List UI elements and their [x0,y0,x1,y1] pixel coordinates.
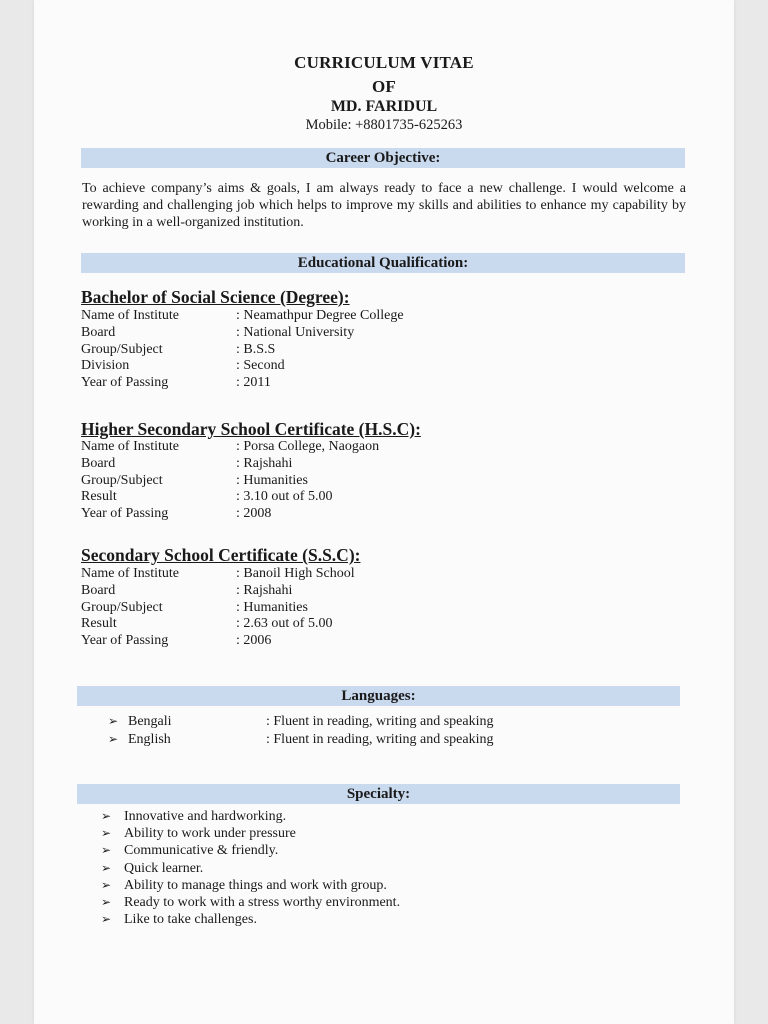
detail-value: : Rajshahi [236,582,293,598]
detail-label: Year of Passing [81,633,169,649]
specialty-text: Like to take challenges. [124,912,257,928]
arrow-bullet-icon: ➢ [101,843,112,858]
detail-row [81,439,379,456]
detail-label: Result [81,489,117,505]
detail-row [81,489,379,506]
career-objective-text: To achieve company’s aims & goals, I am always ready to face a new challenge. I would welcome a rewarding and challenging job which helps to improve my skills and abilities to enhance my capability by working in a well-organized institution. [82,181,686,230]
detail-value: : Rajshahi [236,455,293,471]
specialty-text: Innovative and hardworking. [124,809,287,824]
detail-value: : Humanities [236,472,308,488]
detail-row [81,506,379,523]
detail-value: : National University [236,324,355,340]
list-item [101,860,400,877]
languages-heading: Languages: [77,686,680,706]
list-item [101,842,400,859]
list-item [101,894,400,911]
detail-value: : B.S.S [236,341,276,357]
detail-row [81,633,355,650]
degree-details [81,566,355,650]
detail-row [81,308,404,325]
specialty-heading: Specialty: [77,784,680,804]
degree-title: Higher Secondary School Certificate (H.S.C): [81,419,421,439]
arrow-bullet-icon: ➢ [101,809,112,823]
detail-row [81,473,379,490]
detail-row [81,600,355,617]
education-heading: Educational Qualification: [81,253,685,273]
degree-details [81,308,404,392]
detail-value: : 2.63 out of 5.00 [236,616,333,632]
languages-list [108,712,493,748]
detail-label: Year of Passing [81,375,169,391]
detail-label: Result [81,616,117,632]
arrow-bullet-icon: ➢ [108,732,119,746]
detail-row [81,566,355,583]
arrow-bullet-icon: ➢ [101,826,112,841]
list-item [101,877,400,894]
specialty-text: Quick learner. [124,860,204,876]
detail-row [81,375,404,392]
detail-value: : 2006 [236,633,272,649]
detail-value: : Second [236,358,285,374]
list-item [101,808,400,825]
detail-label: Board [81,455,116,471]
detail-value: : 2011 [236,375,271,391]
detail-value: : Neamathpur Degree College [236,308,404,323]
cv-title-of: OF [371,77,396,96]
candidate-name: MD. FARIDUL [330,98,438,115]
detail-label: Group/Subject [81,599,163,615]
detail-value: : 3.10 out of 5.00 [236,489,333,505]
arrow-bullet-icon: ➢ [101,877,112,892]
specialty-text: Ability to work under pressure [124,826,296,842]
detail-value: : Humanities [236,599,308,615]
specialty-text: Ability to manage things and work with group. [124,877,387,893]
arrow-bullet-icon: ➢ [101,860,112,875]
degree-title: Bachelor of Social Science (Degree): [81,287,350,307]
detail-label: Name of Institute [81,439,179,454]
detail-row [81,342,404,359]
list-item [101,911,400,928]
detail-label: Group/Subject [81,472,163,488]
arrow-bullet-icon: ➢ [108,714,119,728]
mobile-number: Mobile: +8801735-625263 [305,117,463,133]
detail-label: Group/Subject [81,341,163,357]
specialty-list [101,808,400,928]
language-name: English [128,732,171,747]
detail-label: Division [81,358,130,374]
list-item [101,825,400,842]
detail-row [81,358,404,375]
language-detail: : Fluent in reading, writing and speaking [266,714,494,729]
detail-value: : Porsa College, Naogaon [236,439,380,454]
specialty-text: Communicative & friendly. [124,843,279,859]
detail-row [81,325,404,342]
detail-label: Name of Institute [81,308,179,323]
detail-label: Name of Institute [81,566,179,581]
detail-row [81,583,355,600]
degree-title: Secondary School Certificate (S.S.C): [81,545,361,565]
detail-row [81,616,355,633]
career-objective-heading: Career Objective: [81,148,685,168]
detail-label: Year of Passing [81,506,169,522]
arrow-bullet-icon: ➢ [101,912,112,927]
language-name: Bengali [128,714,172,729]
detail-row [81,456,379,473]
detail-value: : Banoil High School [236,566,355,581]
list-item [108,712,493,730]
list-item [108,730,493,748]
arrow-bullet-icon: ➢ [101,894,112,909]
specialty-text: Ready to work with a stress worthy environment. [124,894,401,910]
detail-value: : 2008 [236,506,272,522]
detail-label: Board [81,582,116,598]
language-detail: : Fluent in reading, writing and speaking [266,732,494,747]
detail-label: Board [81,324,116,340]
degree-details [81,439,379,523]
cv-title: CURRICULUM VITAE [294,53,474,72]
